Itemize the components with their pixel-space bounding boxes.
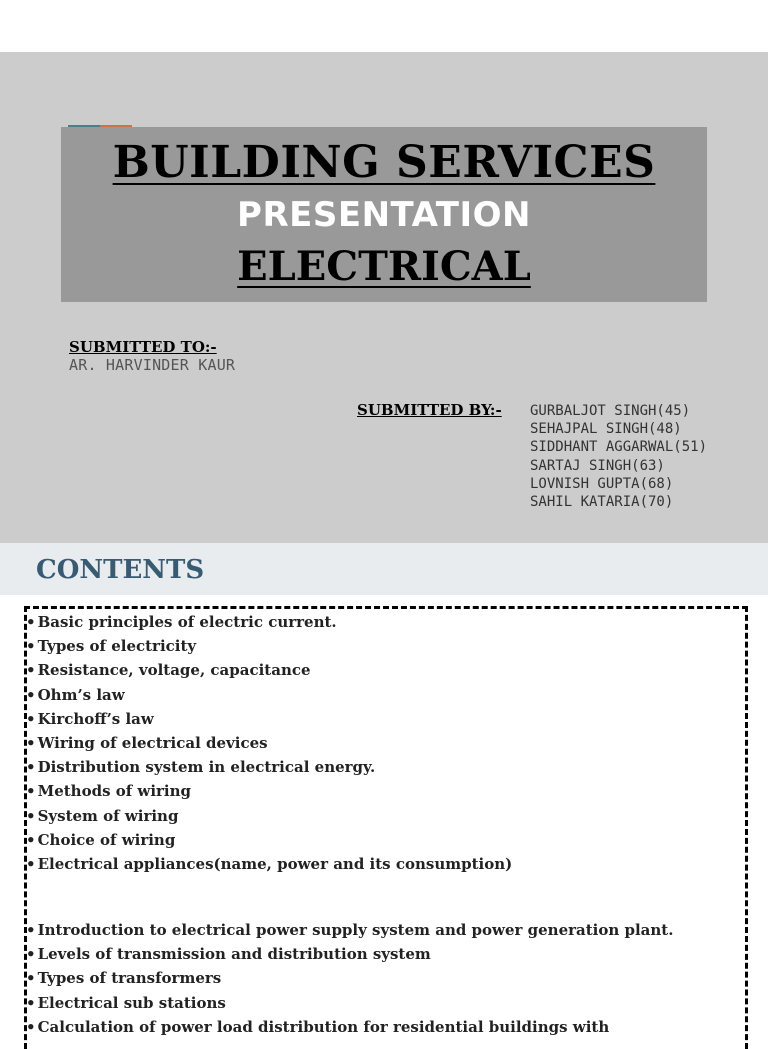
list-item: • System of wiring — [26, 806, 179, 825]
title-box — [61, 127, 707, 302]
list-item: • Types of electricity — [26, 637, 197, 656]
contents-list — [26, 610, 746, 1039]
list-item: • Levels of transmission and distribution system — [26, 945, 431, 964]
list-item: • Choice of wiring — [26, 830, 176, 849]
list-item: • Wiring of electrical devices — [26, 733, 268, 752]
contents-header-bar — [0, 543, 768, 595]
list-item: • Introduction to electrical power supply system and power generation plant. — [26, 921, 674, 940]
list-item: • Electrical sub stations — [26, 993, 226, 1012]
contents-heading: CONTENTS — [36, 555, 205, 585]
member-name: SIDDHANT AGGARWAL(51) — [530, 439, 708, 456]
list-spacer — [26, 876, 746, 918]
member-name: SARTAJ SINGH(63) — [530, 457, 665, 474]
member-name: GURBALJOT SINGH(45) — [530, 403, 691, 419]
member-name: LOVNISH GUPTA(68) — [530, 475, 674, 492]
list-item: • Basic principles of electric current. — [26, 613, 337, 631]
submitted-to-label: SUBMITTED TO:- — [69, 338, 217, 356]
submitted-by-label: SUBMITTED BY:- — [357, 401, 502, 419]
list-item: • Calculation of power load distribution for residential buildings with — [26, 1017, 610, 1036]
submitted-to-name: AR. HARVINDER KAUR — [69, 356, 236, 374]
title-presentation: PRESENTATION — [237, 195, 531, 235]
list-item: • Distribution system in electrical energy. — [26, 758, 376, 777]
member-list — [530, 402, 707, 511]
list-item: • Resistance, voltage, capacitance — [26, 661, 311, 680]
list-item: • Methods of wiring — [26, 782, 192, 801]
list-item: • Electrical appliances(name, power and its consumption) — [26, 854, 513, 873]
member-name: SAHIL KATARIA(70) — [530, 494, 674, 511]
title-electrical: ELECTRICAL — [237, 243, 531, 290]
list-item: • Types of transformers — [26, 969, 222, 988]
title-building-services: BUILDING SERVICES — [112, 137, 656, 188]
list-item: • Kirchoff’s law — [26, 709, 154, 728]
member-name: SEHAJPAL SINGH(48) — [530, 421, 682, 438]
list-item: • Ohm’s law — [26, 685, 125, 704]
